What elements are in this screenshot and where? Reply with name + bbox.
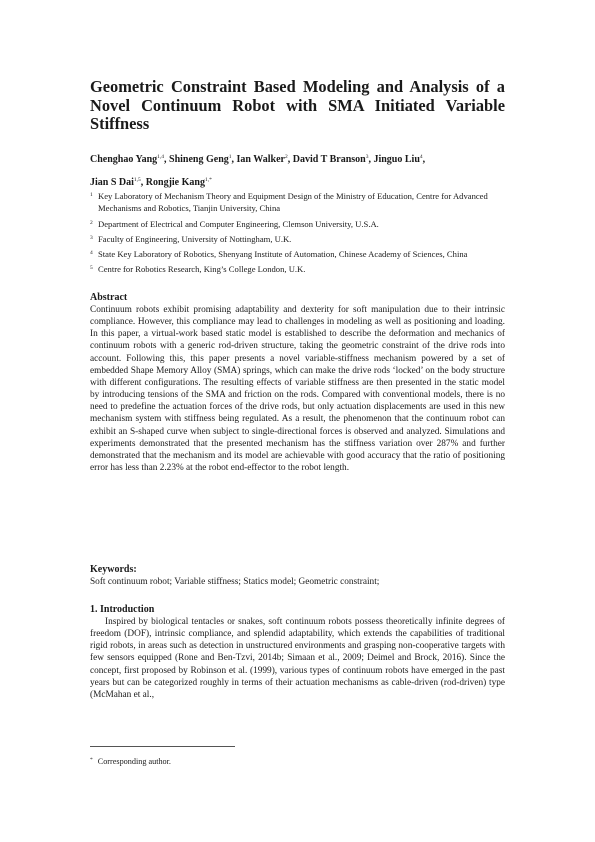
affiliation-number: 3 <box>90 234 93 241</box>
affiliation-number: 4 <box>90 250 93 257</box>
author <box>237 154 293 165</box>
footnote <box>90 755 171 767</box>
author-separator: , <box>164 154 170 165</box>
author-name: Jian S Dai <box>90 177 134 188</box>
footnote-divider <box>90 746 235 747</box>
paper-title: Geometric Constraint Based Modeling and Analysis of a Novel Continuum Robot with SMA Initiated Variable Stiffness <box>90 77 505 133</box>
affiliation-text: State Key Laboratory of Robotics, Shenyang Institute of Automation, Chinese Academy of Sciences, China <box>98 249 468 260</box>
author-affiliation-mark: 1,5 <box>133 177 141 183</box>
author-name: David T Branson <box>292 154 366 165</box>
author-name: Rongjie Kang <box>145 177 205 188</box>
author <box>90 154 169 165</box>
author-affiliation-mark: 1,4 <box>157 154 165 160</box>
author <box>169 154 237 165</box>
affiliation-list <box>90 190 510 276</box>
introduction-heading: 1. Introduction <box>90 604 155 615</box>
affiliation <box>90 233 510 245</box>
affiliation-text: Faculty of Engineering, University of Nottingham, U.K. <box>98 233 292 244</box>
affiliation <box>90 263 510 275</box>
affiliation <box>90 190 510 215</box>
footnote-text: Corresponding author. <box>97 757 171 766</box>
author-affiliation-mark: 2 <box>284 154 288 160</box>
abstract-heading: Abstract <box>90 292 128 303</box>
author-affiliation-mark: 4 <box>419 154 423 160</box>
author-list <box>90 147 510 193</box>
introduction-text: Inspired by biological tentacles or snakes, soft continuum robots possess theoretically infinite degrees of freedom (DOF), intrinsic compliance, and splendid adaptability, which extends the capabilities of traditional rigid robots, in areas such as detection in unstructured environments and grasping non-cooperative targets with few sensors equipped (Rone and Ben-Tzvi, 2014b; Simaan et al., 2009; Deimel and Brock, 2016). Since the concept, first proposed by Robinson et al. (1999), various types of continuum robots have emerged in the past years but can be categorized roughly in terms of their actuation mechanisms as cable-driven (rod-driven) type (McMahan et al., <box>90 617 505 700</box>
author <box>90 177 146 188</box>
author <box>146 177 212 188</box>
affiliation-text: Key Laboratory of Mechanism Theory and Equipment Design of the Ministry of Education, Centre for Advanced Mechanisms and Robotics, Tianjin University, China <box>98 191 488 214</box>
author-separator: , <box>287 154 293 165</box>
author-separator: , <box>422 154 426 165</box>
author-affiliation-mark: 1,* <box>204 177 212 183</box>
author <box>373 154 425 165</box>
affiliation-number: 5 <box>90 265 93 272</box>
keywords-heading: Keywords: <box>90 564 137 575</box>
author <box>293 154 374 165</box>
keywords-text: Soft continuum robot; Variable stiffness; Statics model; Geometric constraint; <box>90 577 380 587</box>
affiliation-number: 2 <box>90 219 93 226</box>
author-name: Shineng Geng <box>169 154 229 165</box>
footnote-mark: * <box>90 757 93 763</box>
abstract-text: Continuum robots exhibit promising adaptability and dexterity for soft manipulation due to their intrinsic compliance. However, this compliance may lead to challenges in modeling as well as positioning and loading. In this paper, a virtual-work based static model is established to describe the deformation and mechanics of continuum robots with a generic rod-driven structure, taking the geometric constraint of the drive rods into account. Following this, this paper presents a novel variable-stiffness mechanism powered by a set of embedded Shape Memory Alloy (SMA) springs, which can make the drive rods ‘locked’ on the body structure with different configurations. The resulting effects of variable stiffness are then presented in the static model by introducing tensions of the SMA and friction on the rods. Compared with conventional models, there is no need to predefine the actuation forces of the drive rods, but only actuation displacements are used in this new mechanism system with stiffness being regulated. As a result, the phenomenon that the continuum robot can exhibit an S-shaped curve when subject to single-directional forces is observed and analyzed. Simulations and experiments demonstrated that the presented mechanism has the stiffness variation over 287% and further demonstrated that the mechanism and its model are achievable with good accuracy that the ratio of positioning error has less than 2.23% at the robot end-effector to the robot length. <box>90 305 505 474</box>
affiliation <box>90 248 510 260</box>
author-separator: , <box>140 177 146 188</box>
author-separator: , <box>231 154 237 165</box>
author-name: Chenghao Yang <box>90 154 158 165</box>
author-name: Ian Walker <box>236 154 285 165</box>
affiliation <box>90 218 510 230</box>
author-name: Jinguo Liu <box>373 154 420 165</box>
affiliation-number: 1 <box>90 192 93 198</box>
affiliation-text: Centre for Robotics Research, King’s College London, U.K. <box>98 264 306 275</box>
author-separator: , <box>368 154 374 165</box>
author-affiliation-mark: 1 <box>228 154 232 160</box>
affiliation-text: Department of Electrical and Computer Engineering, Clemson University, U.S.A. <box>98 218 379 229</box>
author-affiliation-mark: 3 <box>365 154 369 160</box>
